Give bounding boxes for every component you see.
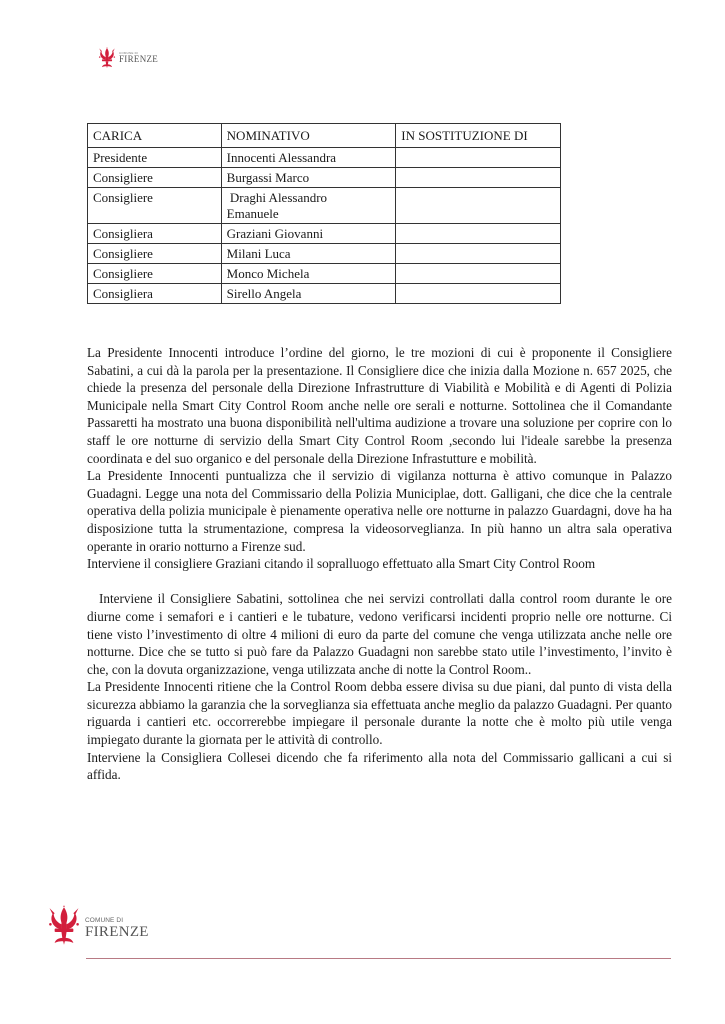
cell-sostituzione	[396, 168, 561, 188]
cell-carica: Consigliera	[88, 224, 222, 244]
paragraph-spacer	[87, 573, 672, 591]
paragraph-sabatini: Interviene il Consigliere Sabatini, sottolinea che nei servizi controllati dalla control room durante le ore diurne come i semafori e i cantieri e le tubature, vedono verificarsi incidenti proprio nelle ore notturne. Ci tiene visto l’investimento di oltre 4 milioni di euro da parte del comune che venga utilizzata anche nelle ore notturne. Dice che se tutto si può fare da Palazzo Guadagni non sarebbe stato utile l’investimento, l’invito è che, con la dovuta organizzazione, venga utilizzata anche di notte la Control Room..	[87, 591, 672, 677]
paragraph-president-control-room: La Presidente Innocenti ritiene che la Control Room debba essere divisa su due piani, dal punto di vista della sicurezza abbiamo la garanzia che la sorveglianza sia effettuata anche meglio da palazzo Guadagni. Per quanto riguarda i cantieri etc. occorrerebbe impiegare il personale durante la notte che è molto più utile venga impiegato durante la giornata per le attività di controllo.	[87, 679, 672, 748]
logo-small-text: COMUNE DI	[119, 51, 138, 55]
paragraph-introduction: La Presidente Innocenti introduce l’ordine del giorno, le tre mozioni di cui è proponente il Consigliere Sabatini, a cui dà la parola per la presentazione. Il Consigliere dice che inizia dalla Mozione n. 657 2025, che chiede la presenza del personale della Direzione Infrastrutture di Viabilità e Mobilità e di Agenti di Polizia Municipale nella Smart City Control Room anche nelle ore serali e notturne. Sottolinea che il Comandante Passaretti ha mostrato una buona disponibilità nell'ultima audizione a trovare una soluzione per coprire con lo staff le ore notturne di servizio della Smart City Control Room ,secondo lui l'ideale sarebbe la presenza coordinata e del suo organico e del personale della Direzione Infrastutture e mobilità.	[87, 345, 672, 466]
cell-nominativo: Innocenti Alessandra	[221, 148, 396, 168]
table-row	[88, 168, 561, 188]
cell-sostituzione	[396, 244, 561, 264]
cell-nominativo: Monco Michela	[221, 264, 396, 284]
footer-logo	[47, 905, 149, 947]
column-header-sostituzione: IN SOSTITUZIONE DI	[396, 124, 561, 148]
column-header-nominativo: NOMINATIVO	[221, 124, 396, 148]
table-row	[88, 284, 561, 304]
column-header-carica: CARICA	[88, 124, 222, 148]
cell-sostituzione	[396, 224, 561, 244]
cell-sostituzione	[396, 284, 561, 304]
cell-carica: Consigliere	[88, 264, 222, 284]
header-logo	[97, 47, 158, 69]
cell-nominativo: Milani Luca	[221, 244, 396, 264]
table-row	[88, 244, 561, 264]
logo-big-text: FIRENZE	[119, 54, 159, 64]
paragraph-president-reply: La Presidente Innocenti puntualizza che il servizio di vigilanza notturna è attivo comunque in Palazzo Guadagni. Legge una nota del Commissario della Polizia Municiplae, dott. Galligani, che dice che la centrale operativa della polizia municipale è pienamente operativa nelle ore notturne in palazzo Guardagni, dove ha ha disposizione tutta la strumentazione, compresa la videosorveglianza. In più hanno un altra sala operativa operante in orario notturno a Firenze sud.	[87, 468, 672, 554]
minutes-body	[87, 344, 672, 784]
table-row	[88, 188, 561, 224]
table-row	[88, 264, 561, 284]
cell-sostituzione	[396, 188, 561, 224]
members-table	[87, 123, 561, 304]
cell-sostituzione	[396, 264, 561, 284]
logo-small-text: COMUNE DI	[85, 917, 124, 925]
cell-nominativo: Graziani Giovanni	[221, 224, 396, 244]
footer-divider	[86, 958, 671, 959]
cell-nominativo: Burgassi Marco	[221, 168, 396, 188]
paragraph-collesei: Interviene la Consigliera Collesei dicendo che fa riferimento alla nota del Commissario gallicani a cui si affida.	[87, 749, 672, 783]
cell-carica: Consigliera	[88, 284, 222, 304]
florence-lily-icon	[47, 905, 81, 947]
cell-carica: Consigliere	[88, 244, 222, 264]
cell-carica: Consigliere	[88, 188, 222, 224]
cell-nominativo: Draghi Alessandro Emanuele	[221, 188, 396, 224]
cell-nominativo: Sirello Angela	[221, 284, 396, 304]
cell-carica: Presidente	[88, 148, 222, 168]
cell-sostituzione	[396, 148, 561, 168]
table-header-row	[88, 124, 561, 148]
paragraph-graziani: Interviene il consigliere Graziani citando il sopralluogo effettuato alla Smart City Control Room	[87, 556, 596, 572]
cell-carica: Consigliere	[88, 168, 222, 188]
table-row	[88, 148, 561, 168]
florence-lily-icon	[97, 47, 117, 69]
logo-big-text: FIRENZE	[85, 923, 149, 940]
table-row	[88, 224, 561, 244]
